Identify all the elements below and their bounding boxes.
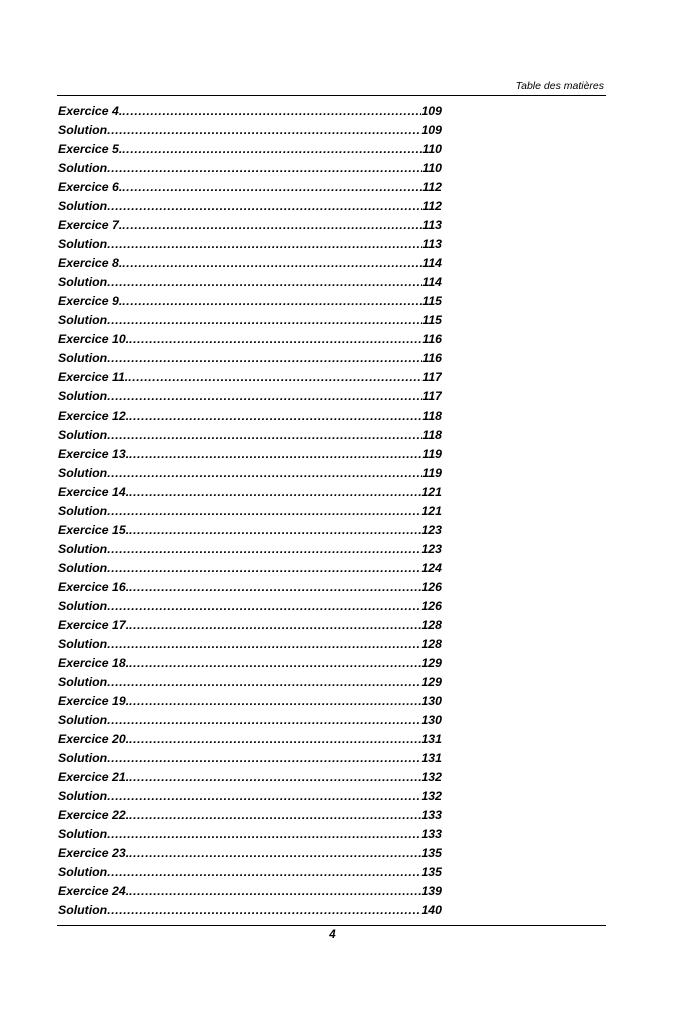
dot-leader xyxy=(129,730,421,749)
toc-entry-title: Solution xyxy=(58,598,108,613)
toc-entry-page: 128 xyxy=(421,617,442,632)
toc-entry-page: 128 xyxy=(421,636,442,651)
dot-leader xyxy=(107,121,421,140)
toc-entry[interactable] xyxy=(58,521,442,540)
toc-entry-title: Solution xyxy=(58,199,108,214)
toc-entry[interactable] xyxy=(58,330,442,349)
toc-entry[interactable] xyxy=(58,730,442,749)
toc-entry-title: Solution xyxy=(58,123,108,138)
toc-entry-title: Exercice 10. xyxy=(58,332,130,347)
toc-entry-page: 126 xyxy=(421,598,442,613)
toc-entry[interactable] xyxy=(58,235,442,254)
dot-leader xyxy=(107,159,422,178)
dot-leader xyxy=(129,654,421,673)
dot-leader xyxy=(129,445,422,464)
toc-entry-title: Exercice 8. xyxy=(58,256,123,271)
toc-entry-page: 113 xyxy=(422,237,442,252)
toc-entry[interactable] xyxy=(58,178,442,197)
toc-entry-title: Solution xyxy=(58,427,108,442)
toc-entry-title: Solution xyxy=(58,161,108,176)
toc-entry[interactable] xyxy=(58,197,442,216)
toc-entry-page: 112 xyxy=(422,180,442,195)
dot-leader xyxy=(122,292,422,311)
toc-entry[interactable] xyxy=(58,426,442,445)
toc-entry-page: 131 xyxy=(421,751,442,766)
toc-entry-title: Solution xyxy=(58,713,108,727)
toc-entry[interactable] xyxy=(58,464,442,483)
toc-entry[interactable] xyxy=(58,292,442,311)
toc-entry[interactable] xyxy=(58,692,442,711)
dot-leader xyxy=(122,178,422,197)
toc-entry[interactable] xyxy=(58,540,442,559)
dot-leader xyxy=(122,216,422,235)
toc-entry-title: Solution xyxy=(58,827,108,842)
page-number: 4 xyxy=(329,929,336,941)
toc-entry[interactable] xyxy=(58,368,442,387)
toc-entry-page: 113 xyxy=(422,218,442,233)
toc-entry-title: Exercice 21. xyxy=(58,770,130,785)
toc-entry-page: 130 xyxy=(421,693,442,708)
dot-leader xyxy=(107,197,422,216)
dot-leader xyxy=(107,559,421,578)
dot-leader xyxy=(107,863,421,882)
toc-entry-page: 110 xyxy=(422,161,442,176)
dot-leader xyxy=(107,673,421,692)
toc-entry-page: 140 xyxy=(421,903,442,918)
dot-leader xyxy=(107,235,422,254)
toc-entry[interactable] xyxy=(58,387,442,406)
toc-entry[interactable] xyxy=(58,635,442,654)
toc-entry-title: Solution xyxy=(58,541,108,556)
dot-leader xyxy=(129,407,422,426)
dot-leader xyxy=(107,635,421,654)
dot-leader xyxy=(129,806,421,825)
toc-entry-title: Solution xyxy=(58,865,108,880)
dot-leader xyxy=(107,787,421,806)
toc-entry[interactable] xyxy=(58,787,442,806)
toc-entry-title: Solution xyxy=(58,275,108,290)
toc-entry[interactable] xyxy=(58,863,442,882)
toc-entry-title: Exercice 17. xyxy=(58,617,130,632)
toc-entry-title: Exercice 7. xyxy=(58,218,123,233)
toc-entry[interactable] xyxy=(58,597,442,616)
dot-leader xyxy=(107,540,421,559)
toc-entry-page: 115 xyxy=(422,294,442,309)
dot-leader xyxy=(107,711,421,730)
toc-entry-page: 124 xyxy=(421,560,442,575)
toc-entry-page: 119 xyxy=(422,446,442,461)
toc-entry[interactable] xyxy=(58,216,442,235)
table-of-contents xyxy=(58,102,442,920)
dot-leader xyxy=(107,825,421,844)
toc-entry-page: 109 xyxy=(421,104,442,118)
toc-entry[interactable] xyxy=(58,844,442,863)
dot-leader xyxy=(107,597,421,616)
toc-entry[interactable] xyxy=(58,749,442,768)
toc-entry[interactable] xyxy=(58,654,442,673)
toc-entry[interactable] xyxy=(58,502,442,521)
dot-leader xyxy=(129,882,421,901)
dot-leader xyxy=(107,464,422,483)
dot-leader xyxy=(129,768,421,787)
toc-entry-title: Solution xyxy=(58,389,108,404)
dot-leader xyxy=(122,102,421,121)
toc-entry-title: Solution xyxy=(58,237,108,252)
toc-entry[interactable] xyxy=(58,882,442,901)
dot-leader xyxy=(129,844,421,863)
toc-entry-title: Solution xyxy=(58,503,108,518)
toc-entry-page: 118 xyxy=(422,427,442,442)
dot-leader xyxy=(107,901,421,920)
dot-leader xyxy=(129,330,422,349)
toc-entry-page: 115 xyxy=(422,313,442,328)
dot-leader xyxy=(129,578,421,597)
header-divider xyxy=(57,95,606,96)
toc-entry[interactable] xyxy=(58,445,442,464)
toc-entry-page: 126 xyxy=(421,579,442,594)
toc-entry[interactable] xyxy=(58,673,442,692)
dot-leader xyxy=(107,311,422,330)
toc-entry[interactable] xyxy=(58,616,442,635)
dot-leader xyxy=(107,387,422,406)
toc-entry-title: Exercice 12. xyxy=(58,408,130,423)
toc-entry-title: Exercice 9. xyxy=(58,294,123,309)
toc-entry[interactable] xyxy=(58,483,442,502)
dot-leader xyxy=(128,368,422,387)
dot-leader xyxy=(122,140,422,159)
toc-entry-title: Exercice 16. xyxy=(58,579,130,594)
toc-entry-page: 130 xyxy=(421,713,442,727)
toc-entry[interactable] xyxy=(58,159,442,178)
toc-entry[interactable] xyxy=(58,578,442,597)
dot-leader xyxy=(129,616,421,635)
toc-entry-title: Exercice 13. xyxy=(58,446,130,461)
toc-entry-title: Exercice 18. xyxy=(58,655,130,670)
toc-entry-title: Exercice 19. xyxy=(58,693,130,708)
toc-entry-title: Exercice 5. xyxy=(58,142,123,157)
toc-entry-title: Exercice 15. xyxy=(58,522,130,537)
toc-entry-page: 118 xyxy=(422,408,442,423)
toc-entry[interactable] xyxy=(58,768,442,787)
dot-leader xyxy=(107,502,421,521)
toc-entry-title: Exercice 23. xyxy=(58,846,130,861)
toc-entry[interactable] xyxy=(58,311,442,330)
toc-entry-page: 109 xyxy=(421,123,442,138)
toc-entry[interactable] xyxy=(58,559,442,578)
toc-entry-page: 135 xyxy=(421,846,442,861)
toc-entry-title: Solution xyxy=(58,751,108,766)
toc-entry-page: 117 xyxy=(422,370,442,385)
toc-entry-page: 116 xyxy=(422,332,442,347)
toc-entry-page: 112 xyxy=(422,199,442,214)
toc-entry-page: 110 xyxy=(422,142,442,157)
toc-entry[interactable] xyxy=(58,121,442,140)
toc-entry[interactable] xyxy=(58,711,442,730)
toc-entry-page: 119 xyxy=(422,465,442,480)
dot-leader xyxy=(129,483,421,502)
toc-entry-title: Exercice 24. xyxy=(58,884,130,899)
toc-entry[interactable] xyxy=(58,825,442,844)
toc-entry-title: Exercice 14. xyxy=(58,484,130,499)
dot-leader xyxy=(129,692,421,711)
toc-entry-page: 129 xyxy=(421,655,442,670)
running-header: Table des matières xyxy=(515,80,604,92)
toc-entry-title: Exercice 11. xyxy=(58,370,129,385)
toc-entry-title: Solution xyxy=(58,313,108,328)
dot-leader xyxy=(107,426,422,445)
toc-entry-title: Exercice 6. xyxy=(58,180,123,195)
toc-entry[interactable] xyxy=(58,254,442,273)
toc-entry-page: 129 xyxy=(421,674,442,689)
toc-entry-page: 114 xyxy=(422,256,442,271)
toc-entry-page: 139 xyxy=(421,884,442,899)
toc-entry[interactable] xyxy=(58,349,442,368)
toc-entry-title: Solution xyxy=(58,351,108,366)
toc-entry[interactable] xyxy=(58,407,442,426)
toc-entry-title: Solution xyxy=(58,789,108,804)
toc-entry[interactable] xyxy=(58,901,442,920)
toc-entry-page: 121 xyxy=(421,484,442,499)
toc-entry-page: 133 xyxy=(421,827,442,842)
toc-entry-title: Exercice 20. xyxy=(58,732,130,747)
toc-entry-page: 121 xyxy=(421,503,442,518)
toc-entry-title: Solution xyxy=(58,560,108,575)
dot-leader xyxy=(107,749,421,768)
footer-divider xyxy=(57,925,606,926)
toc-entry-page: 132 xyxy=(421,789,442,804)
toc-entry-page: 132 xyxy=(421,770,442,785)
toc-entry-title: Exercice 22. xyxy=(58,808,130,823)
toc-entry-page: 133 xyxy=(421,808,442,823)
toc-entry[interactable] xyxy=(58,273,442,292)
toc-entry-page: 131 xyxy=(421,732,442,747)
toc-entry-title: Solution xyxy=(58,465,108,480)
toc-entry-title: Solution xyxy=(58,674,108,689)
toc-entry-title: Solution xyxy=(58,903,108,918)
dot-leader xyxy=(129,521,421,540)
toc-entry-page: 114 xyxy=(422,275,442,290)
toc-entry[interactable] xyxy=(58,806,442,825)
toc-entry[interactable] xyxy=(58,140,442,159)
toc-entry-page: 116 xyxy=(422,351,442,366)
toc-entry-page: 123 xyxy=(421,541,442,556)
toc-entry[interactable] xyxy=(58,102,442,121)
toc-entry-page: 123 xyxy=(421,522,442,537)
toc-entry-page: 117 xyxy=(422,389,442,404)
toc-entry-page: 135 xyxy=(421,865,442,880)
dot-leader xyxy=(107,349,422,368)
toc-entry-title: Exercice 4. xyxy=(58,104,123,118)
dot-leader xyxy=(107,273,422,292)
dot-leader xyxy=(122,254,422,273)
toc-entry-title: Solution xyxy=(58,636,108,651)
